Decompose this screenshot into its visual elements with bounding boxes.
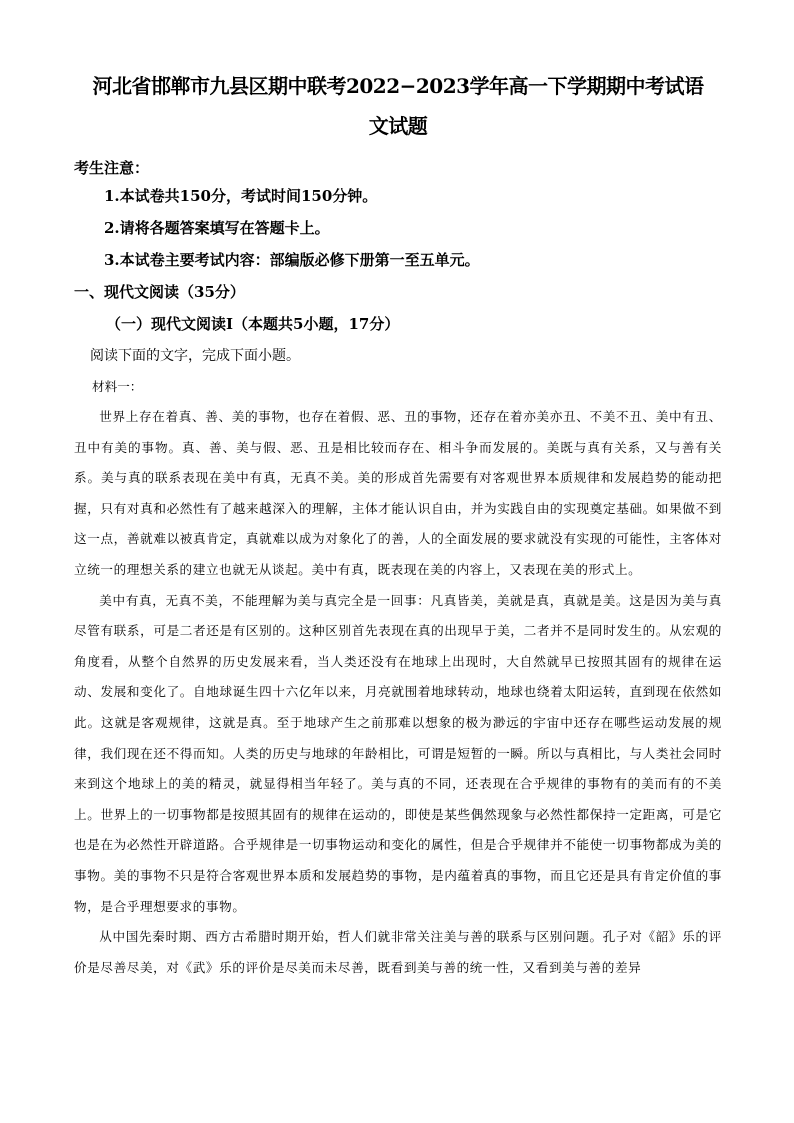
document-title	[74, 0, 722, 146]
paragraph-3: 从中国先秦时期、西方古希腊时期开始，哲人们就非常关注美与善的联系与区别问题。孔子对《韶》乐的评价是尽善尽美，对《武》乐的评价是尽美而未尽善，既看到美与善的统一性，又看到美与善的差异	[74, 929, 722, 975]
paragraph-1: 世界上存在着真、善、美的事物，也存在着假、恶、丑的事物，还存在着亦美亦丑、不美不丑、美中有丑、丑中有美的事物。真、善、美与假、恶、丑是相比较而存在、相斗争而发展的。美既与真有关系，又与善有关系。美与真的联系表现在美中有真，无真不美。美的形成首先需要有对客观世界本质规律和发展趋势的能动把握，只有对真和必然性有了越来越深入的理解，主体才能认识自由，并为实践自由的实现奠定基础。如果做不到这一点，善就难以被真肯定，真就难以成为对象化了的善，人的全面发展的要求就没有实现的可能性，主客体对立统一的理想关系的建立也就无从谈起。美中有真，既表现在美的内容上，又表现在美的形式上。	[74, 409, 722, 577]
title-line-2: 文试题	[368, 114, 428, 138]
section-heading: 一、现代文阅读（35分）	[74, 283, 245, 301]
title-line-1: 河北省邯郸市九县区期中联考2022−2023学年高一下学期期中考试语	[92, 74, 704, 98]
notice-item-3: 3.本试卷主要考试内容：部编版必修下册第一至五单元。	[104, 251, 480, 269]
paragraph-2: 美中有真，无真不美，不能理解为美与真完全是一回事：凡真皆美，美就是真，真就是美。这是因为美与真尽管有联系，可是二者还是有区别的。这种区别首先表现在真的出现早于美，二者并不是同时发生的。从宏观的角度看，从整个自然界的历史发展来看，当人类还没有在地球上出现时，大自然就早已按照其固有的规律在运动、发展和变化了。自地球诞生四十六亿年以来，月亮就围着地球转动，地球也绕着太阳运转，直到现在依然如此。这就是客观规律，这就是真。至于地球产生之前那难以想象的极为渺远的宇宙中还存在哪些运动发展的规律，我们现在还不得而知。人类的历史与地球的年龄相比，可谓是短暂的一瞬。所以与真相比，与人类社会同时来到这个地球上的美的精灵，就显得相当年轻了。美与真的不同，还表现在合乎规律的事物有的美而有的不美上。世界上的一切事物都是按照其固有的规律在运动的，即使是某些偶然现象与必然性都保持一定距离，可是它也是在为必然性开辟道路。合乎规律是一切事物运动和变化的属性，但是合乎规律并不能使一切事物都成为美的事物。美的事物不只是符合客观世界本质和发展趋势的事物，是内蕴着真的事物，而且它还是具有肯定价值的事物，是合乎理想要求的事物。	[74, 592, 722, 914]
notice-heading: 考生注意：	[74, 159, 150, 177]
notice-item-2: 2.请将各题答案填写在答题卡上。	[104, 219, 330, 237]
reading-instruction: 阅读下面的文字，完成下面小题。	[90, 348, 300, 364]
notice-item-1: 1.本试卷共150分，考试时间150分钟。	[104, 187, 378, 205]
subsection-heading: （一）现代文阅读Ⅰ（本题共5小题，17分）	[106, 315, 400, 333]
material-label: 材料一：	[92, 379, 143, 394]
